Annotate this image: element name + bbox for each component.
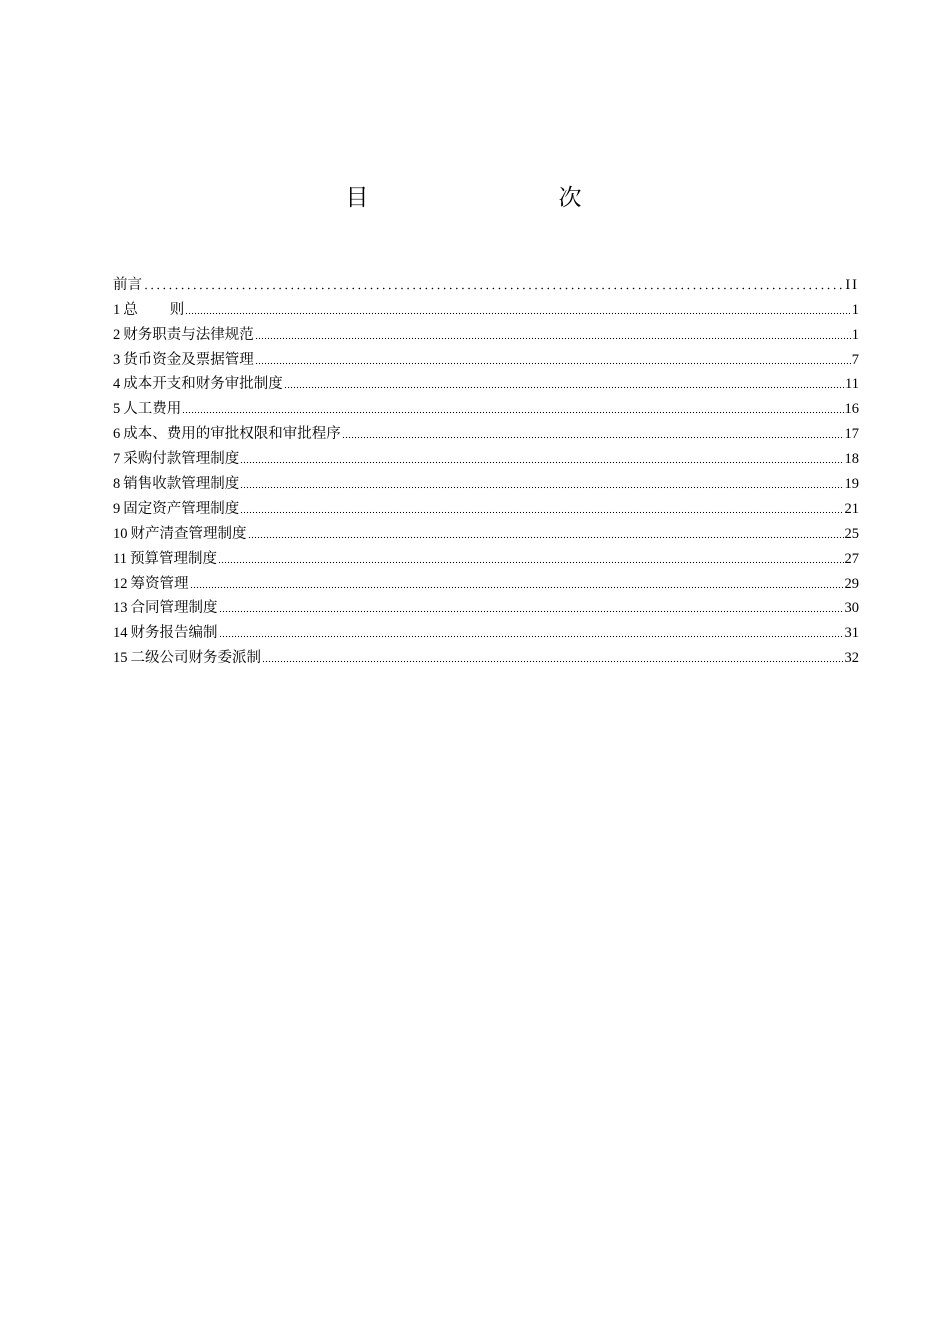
toc-page-number: II	[845, 276, 859, 293]
toc-page-number: 1	[851, 326, 859, 343]
toc-entry-preface[interactable]	[113, 269, 859, 294]
toc-entry-5[interactable]	[113, 393, 859, 418]
toc-dot-leader	[143, 287, 844, 290]
toc-entry-7[interactable]	[113, 443, 859, 468]
toc-entry-label: 3 货币资金及票据管理	[113, 351, 254, 368]
toc-entry-label: 12 筹资管理	[113, 575, 189, 592]
toc-entry-6[interactable]	[113, 418, 859, 443]
toc-entry-label: 5 人工费用	[113, 401, 182, 418]
toc-page-number: 21	[844, 500, 859, 517]
toc-entry-label: 6 成本、费用的审批权限和审批程序	[113, 426, 341, 443]
toc-entry-label: 15 二级公司财务委派制	[113, 650, 261, 667]
toc-page-number: 18	[844, 451, 859, 468]
toc-entry-13[interactable]	[113, 593, 859, 618]
toc-dot-leader	[255, 337, 851, 340]
toc-entry-10[interactable]	[113, 518, 859, 543]
toc-entry-label: 前言	[113, 276, 142, 293]
toc-page-number: 19	[844, 476, 859, 493]
toc-page-number: 31	[844, 625, 859, 642]
toc-page-number: 16	[844, 401, 859, 418]
toc-dot-leader	[182, 411, 843, 414]
toc-dot-leader	[240, 461, 843, 464]
toc-entry-1[interactable]	[113, 294, 859, 319]
table-of-contents	[113, 269, 859, 667]
toc-entry-3[interactable]	[113, 344, 859, 369]
toc-entry-4[interactable]	[113, 369, 859, 394]
toc-entry-8[interactable]	[113, 468, 859, 493]
toc-dot-leader	[284, 386, 844, 389]
toc-dot-leader	[248, 536, 844, 539]
toc-entry-label: 1 总 则	[113, 301, 185, 318]
toc-page-number: 27	[844, 550, 859, 567]
toc-dot-leader	[255, 362, 851, 365]
toc-page-number: 25	[844, 525, 859, 542]
toc-dot-leader	[262, 660, 844, 663]
toc-dot-leader	[190, 586, 844, 589]
toc-entry-label: 13 合同管理制度	[113, 600, 218, 617]
toc-dot-leader	[185, 312, 851, 315]
toc-dot-leader	[218, 561, 844, 564]
toc-entry-14[interactable]	[113, 617, 859, 642]
toc-dot-leader	[240, 511, 843, 514]
toc-page-number: 32	[844, 650, 859, 667]
toc-page-number: 11	[845, 376, 859, 393]
toc-entry-label: 4 成本开支和财务审批制度	[113, 376, 283, 393]
toc-page-number: 30	[844, 600, 859, 617]
toc-dot-leader	[342, 436, 844, 439]
toc-entry-11[interactable]	[113, 543, 859, 568]
toc-entry-label: 2 财务职责与法律规范	[113, 326, 254, 343]
toc-dot-leader	[219, 635, 844, 638]
toc-entry-12[interactable]	[113, 568, 859, 593]
toc-entry-label: 7 采购付款管理制度	[113, 451, 240, 468]
toc-page-number: 17	[844, 426, 859, 443]
toc-entry-label: 9 固定资产管理制度	[113, 500, 240, 517]
toc-entry-label: 11 预算管理制度	[113, 550, 217, 567]
toc-page-number: 1	[851, 301, 859, 318]
toc-dot-leader	[219, 610, 844, 613]
toc-page-number: 29	[844, 575, 859, 592]
toc-entry-9[interactable]	[113, 493, 859, 518]
page-title: 目 次	[345, 185, 630, 211]
toc-entry-label: 14 财务报告编制	[113, 625, 218, 642]
toc-entry-label: 10 财产清查管理制度	[113, 525, 247, 542]
toc-entry-2[interactable]	[113, 319, 859, 344]
toc-entry-15[interactable]	[113, 642, 859, 667]
toc-page-number: 7	[851, 351, 859, 368]
toc-dot-leader	[240, 486, 843, 489]
toc-entry-label: 8 销售收款管理制度	[113, 476, 240, 493]
